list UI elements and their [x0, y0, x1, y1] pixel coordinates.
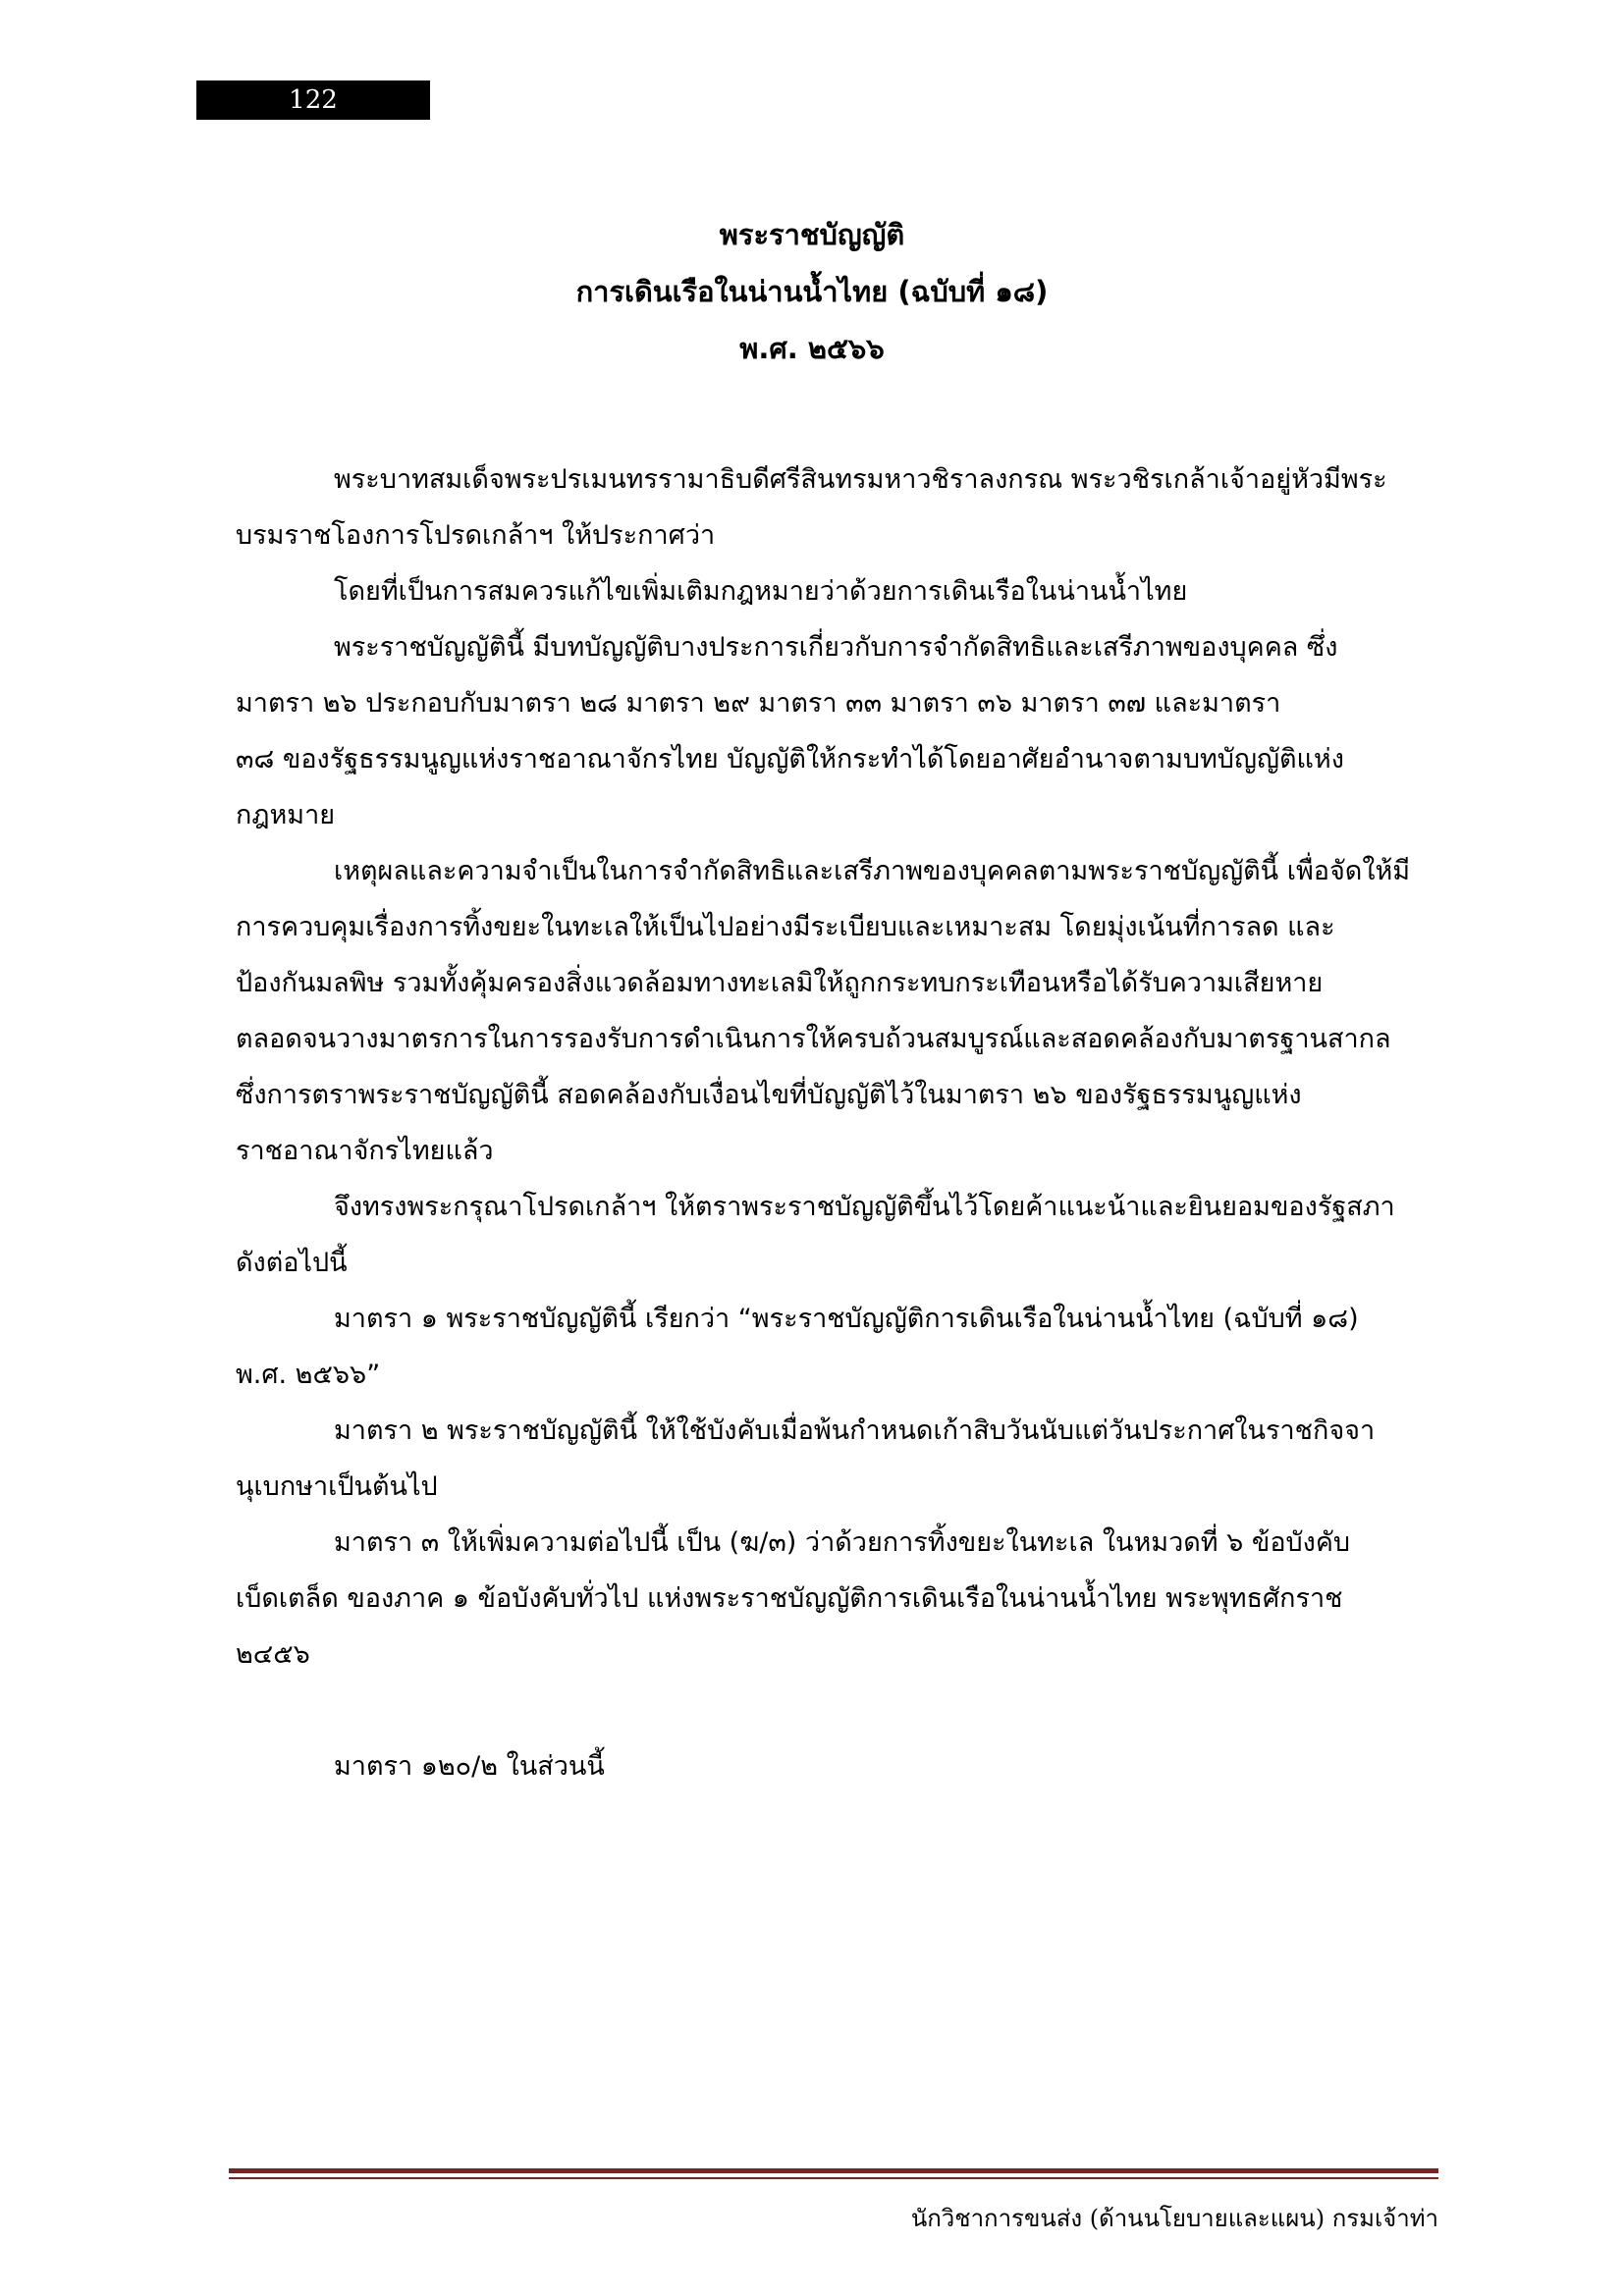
- body-line: ๓๘ ของรัฐธรรมนูญแห่งราชอาณาจักรไทย บัญญัติให้กระทำได้โดยอาศัยอำนาจตามบทบัญญัติแห่ง: [236, 744, 1344, 774]
- title-line-3: พ.ศ. ๒๕๖๖: [739, 332, 885, 365]
- body-line: พระราชบัญญัตินี้ มีบทบัญญัติบางประการเกี่ยวกับการจำกัดสิทธิและเสรีภาพของบุคคล ซึ่ง: [334, 632, 1338, 663]
- section-3: มาตรา ๓ ให้เพิ่มความต่อไปนี้ เป็น (ฆ/๓) ว่าด้วยการทิ้งขยะในทะเล ในหมวดที่ ๖ ข้อบังคับ: [334, 1527, 1351, 1558]
- body-line: ดังต่อไปนี้: [236, 1248, 348, 1278]
- body-line: โดยที่เป็นการสมควรแก้ไขเพิ่มเติมกฎหมายว่าด้วยการเดินเรือในน่านน้ำไทย: [334, 576, 1188, 607]
- body-line: เหตุผลและความจำเป็นในการจำกัดสิทธิและเสรีภาพของบุคคลตามพระราชบัญญัตินี้ เพื่อจัดให้มี: [334, 856, 1411, 886]
- body-line: บรมราชโองการโปรดเกล้าฯ ให้ประกาศว่า: [236, 520, 716, 551]
- body-line: การควบคุมเรื่องการทิ้งขยะในทะเลให้เป็นไปอย่างมีระเบียบและเหมาะสม โดยมุ่งเน้นที่การลด และ: [236, 912, 1335, 942]
- title-line-1: พระราชบัญญัติ: [719, 218, 905, 251]
- footer-rule-thin: [229, 2177, 1438, 2179]
- body-line: ป้องกันมลพิษ รวมทั้งคุ้มครองสิ่งแวดล้อมทางทะเลมิให้ถูกกระทบกระเทือนหรือได้รับความเสียหาย: [236, 968, 1324, 998]
- body-line: มาตรา ๒๖ ประกอบกับมาตรา ๒๘ มาตรา ๒๙ มาตรา ๓๓ มาตรา ๓๖ มาตรา ๓๗ และมาตรา: [236, 688, 1281, 719]
- body-line: เบ็ดเตล็ด ของภาค ๑ ข้อบังคับทั่วไป แห่งพระราชบัญญัติการเดินเรือในน่านน้ำไทย พระพุทธศักราช: [236, 1583, 1343, 1614]
- body-line: ซึ่งการตราพระราชบัญญัตินี้ สอดคล้องกับเงื่อนไขที่บัญญัติไว้ในมาตรา ๒๖ ของรัฐธรรมนูญแห่ง: [236, 1080, 1302, 1110]
- section-120-2: มาตรา ๑๒๐/๒ ในส่วนนี้: [334, 1751, 605, 1782]
- page-number: 122: [196, 80, 430, 120]
- body-line: ตลอดจนวางมาตรการในการรองรับการดำเนินการให้ครบถ้วนสมบูรณ์และสอดคล้องกับมาตรฐานสากล: [236, 1024, 1391, 1054]
- body-line: พระบาทสมเด็จพระปรเมนทรรามาธิบดีศรีสินทรมหาวชิราลงกรณ พระวชิรเกล้าเจ้าอยู่หัวมีพระ: [334, 464, 1387, 495]
- body-line: นุเบกษาเป็นต้นไป: [236, 1471, 438, 1502]
- document-body: [236, 452, 1414, 1794]
- footer-text: นักวิชาการขนส่ง (ด้านนโยบายและแผน) กรมเจ้าท่า: [910, 2205, 1438, 2232]
- act-title: [0, 206, 1624, 377]
- body-line: พ.ศ. ๒๕๖๖”: [236, 1360, 381, 1390]
- section-2: มาตรา ๒ พระราชบัญญัตินี้ ให้ใช้บังคับเมื่อพ้นกำหนดเก้าสิบวันนับแต่วันประกาศในราชกิจจา: [334, 1415, 1376, 1446]
- section-1: มาตรา ๑ พระราชบัญญัตินี้ เรียกว่า “พระราชบัญญัติการเดินเรือในน่านน้ำไทย (ฉบับที่ ๑๘): [334, 1304, 1359, 1334]
- footer-rule-thick: [229, 2168, 1438, 2173]
- body-line: กฎหมาย: [236, 800, 336, 830]
- body-line: จึงทรงพระกรุณาโปรดเกล้าฯ ให้ตราพระราชบัญญัติขึ้นไว้โดยค้าแนะน้าและยินยอมของรัฐสภา: [334, 1192, 1395, 1222]
- title-line-2: การเดินเรือในน่านน้ำไทย (ฉบับที่ ๑๘): [575, 275, 1049, 308]
- body-line: ราชอาณาจักรไทยแล้ว: [236, 1136, 494, 1166]
- body-line: ๒๔๕๖: [236, 1639, 310, 1670]
